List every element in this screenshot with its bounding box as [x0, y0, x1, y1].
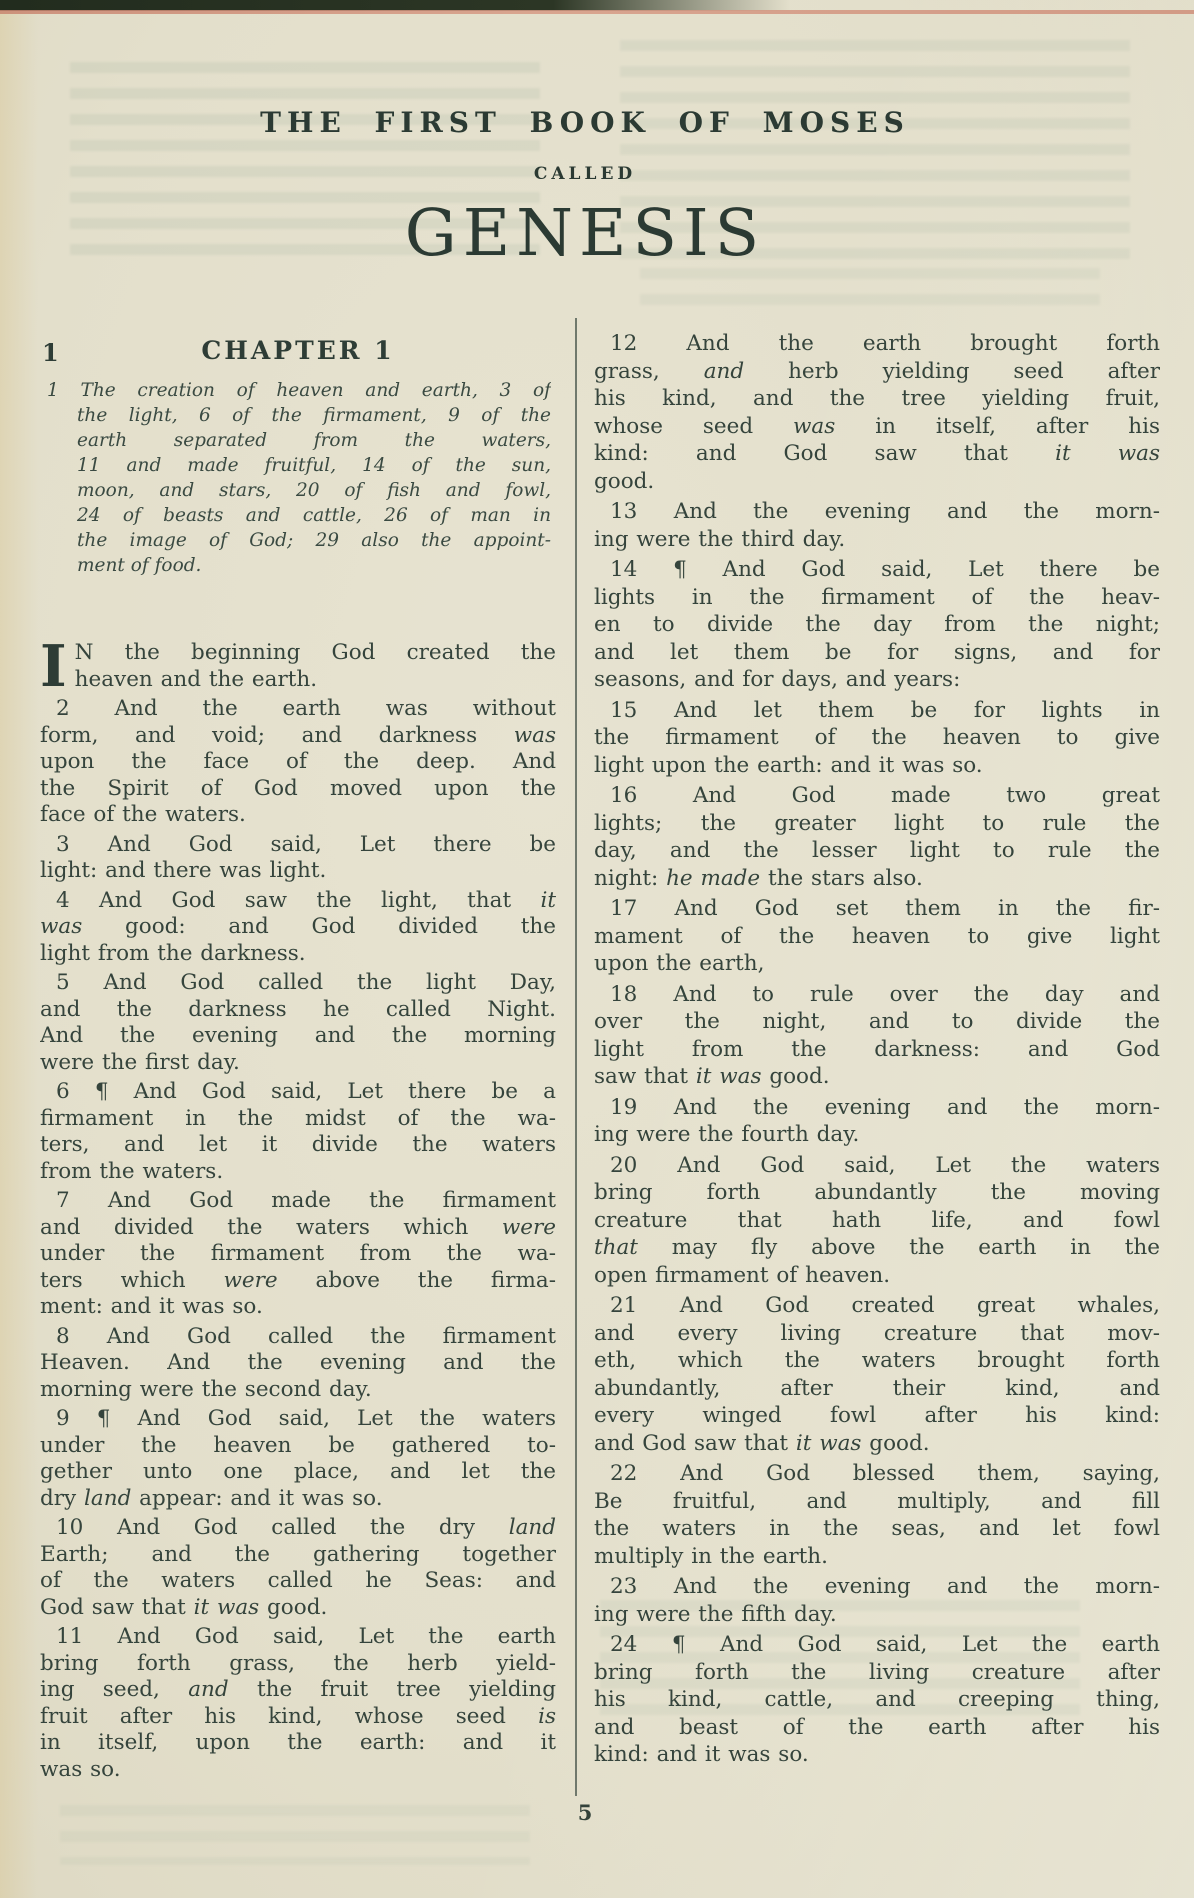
verse-line: 14 ¶ And God said, Let there be [610, 557, 1160, 582]
verse-line: 24 ¶ And God said, Let the earth [610, 1632, 1160, 1657]
verse [594, 498, 1160, 553]
verse [594, 782, 1160, 892]
verse-line: the waters in the seas, and let fowl [594, 1516, 1160, 1541]
verse-line: 8 And God called the firmament [56, 1323, 556, 1349]
verse-line: night: he made the stars also. [594, 865, 923, 891]
verse [40, 1624, 556, 1783]
verse-line: ing were the third day. [594, 526, 846, 552]
chapter-margin-number: 1 [42, 338, 59, 367]
verse-line: 16 And God made two great [610, 783, 1160, 808]
verse-line: good. [594, 468, 655, 494]
verse-line: face of the waters. [40, 802, 246, 827]
verse-line: 18 And to rule over the day and [610, 981, 1160, 1007]
verse-line: And the evening and the morning [40, 1023, 556, 1048]
verse-line: form, and void; and darkness was [40, 722, 556, 748]
verse-line: and divided the waters which were [40, 1214, 556, 1240]
verse-line: and God saw that it was good. [594, 1430, 930, 1456]
column-divider-rule [575, 318, 577, 1796]
verse-line: 11 And God said, Let the earth [56, 1624, 556, 1649]
verse-line: kind: and God saw that it was [594, 441, 1160, 466]
chapter-summary [45, 378, 551, 578]
verse [594, 1573, 1160, 1628]
verse [40, 633, 556, 700]
verse-line: that may fly above the earth in the [594, 1235, 1160, 1260]
verse-line: light upon the earth: and it was so. [594, 752, 983, 778]
verse-line: under the heaven be gathered to- [40, 1432, 556, 1458]
verse-line: light: and there was light. [40, 858, 327, 883]
verse-line: and every living creature that mov- [594, 1320, 1160, 1346]
summary-line: moon, and stars, 20 of fish and fowl, [77, 480, 551, 501]
verse-line: over the night, and to divide the [594, 1009, 1160, 1034]
verse-line: Heaven. And the evening and the [40, 1350, 556, 1375]
verse-line: every winged fowl after his kind: [594, 1403, 1160, 1428]
verse-line: N the beginning God created the [74, 640, 556, 665]
verse-line: morning were the second day. [40, 1376, 372, 1402]
verse-line: 5 And God called the light Day, [56, 970, 556, 995]
verse-line: and the darkness he called Night. [40, 996, 556, 1022]
verse [594, 697, 1160, 780]
verse-line: in itself, upon the earth: and it [40, 1730, 556, 1755]
summary-line: 11 and made fruitful, 14 of the sun, [77, 455, 551, 476]
verse-line: heaven and the earth. [74, 666, 318, 692]
verse [594, 895, 1160, 978]
drop-cap: I [40, 633, 67, 700]
verse-line: his kind, and the tree yielding fruit, [594, 386, 1160, 411]
verse-line: the Spirit of God moved upon the [40, 775, 556, 801]
scan-red-edge-line [0, 10, 1194, 14]
verse-line: God saw that it was good. [40, 1594, 328, 1620]
bleedthrough-text [640, 268, 1100, 314]
verse-line: 13 And the evening and the morn- [610, 499, 1160, 524]
verse-line: 20 And God said, Let the waters [610, 1152, 1160, 1178]
verse-line: bring forth the living creature after [594, 1659, 1160, 1685]
summary-line: the light, 6 of the firmament, 9 of the [77, 405, 551, 426]
verse-line: ment: and it was so. [40, 1294, 263, 1319]
verse [594, 1152, 1160, 1290]
called-label: CALLED [533, 164, 637, 184]
verse [40, 1079, 556, 1185]
verse-line: 9 ¶ And God said, Let the waters [56, 1406, 556, 1431]
verse-line: firmament in the midst of the wa- [40, 1105, 556, 1131]
verse [40, 888, 556, 968]
verse [594, 1292, 1160, 1457]
verse-line: mament of the heaven to give light [594, 923, 1160, 949]
left-column [40, 633, 556, 1783]
summary-line: 24 of beasts and cattle, 26 of man in [77, 505, 551, 526]
verse [40, 696, 556, 829]
verse-line: 23 And the evening and the morn- [610, 1574, 1160, 1599]
verse-line: Earth; and the gathering together [40, 1541, 556, 1567]
verse [594, 981, 1160, 1091]
verse-line: 4 And God saw the light, that it [56, 887, 556, 913]
verse-line: ing seed, and the fruit tree yielding [40, 1677, 556, 1702]
verse-line: gether unto one place, and let the [40, 1459, 556, 1484]
verse-line: day, and the lesser light to rule the [594, 838, 1160, 863]
verse-line: seasons, and for days, and years: [594, 667, 961, 692]
verse-line: was good: and God divided the [40, 914, 556, 939]
book-title: GENESIS [404, 196, 766, 271]
verse-line: ters which were above the firma- [40, 1267, 556, 1293]
verse [594, 330, 1160, 495]
verse [594, 556, 1160, 694]
verse [40, 1515, 556, 1621]
verse [40, 1188, 556, 1321]
verse-line: dry land appear: and it was so. [40, 1485, 383, 1511]
verse-line: 17 And God set them in the fir- [610, 896, 1160, 921]
verse-line: his kind, cattle, and creeping thing, [594, 1687, 1160, 1712]
verse-line: upon the earth, [594, 951, 765, 976]
chapter-heading: CHAPTER 1 [201, 336, 395, 365]
verse-line: under the firmament from the wa- [40, 1241, 556, 1266]
summary-line: earth separated from the waters, [77, 430, 551, 451]
verse-line: 6 ¶ And God said, Let there be a [56, 1079, 556, 1104]
verse-line: of the waters called he Seas: and [40, 1568, 556, 1593]
verse-line: lights in the firmament of the heav- [594, 584, 1160, 610]
verse-line: 15 And let them be for lights in [610, 697, 1160, 723]
verse-line: and let them be for signs, and for [594, 639, 1160, 665]
verse-line: 21 And God created great whales, [610, 1293, 1160, 1318]
series-title: THE FIRST BOOK OF MOSES [260, 106, 910, 139]
verse-line: open firmament of heaven. [594, 1262, 891, 1288]
verse-line: the firmament of the heaven to give [594, 725, 1160, 750]
verse-line: 7 And God made the firmament [56, 1188, 556, 1213]
verse-line: kind: and it was so. [594, 1742, 809, 1767]
verse-line: light from the darkness. [40, 940, 306, 966]
verse-line: 10 And God called the dry land [56, 1515, 556, 1540]
verse-line: ing were the fifth day. [594, 1601, 837, 1627]
verse-line: Be fruitful, and multiply, and fill [594, 1488, 1160, 1514]
verse [40, 1324, 556, 1404]
verse [594, 1094, 1160, 1149]
verse-line: multiply in the earth. [594, 1543, 828, 1569]
verse-line: whose seed was in itself, after his [594, 413, 1160, 439]
verse [40, 1406, 556, 1512]
verse-line: ing were the fourth day. [594, 1122, 860, 1147]
verse [40, 970, 556, 1076]
verse-line: and beast of the earth after his [594, 1714, 1160, 1740]
verse-line: en to divide the day from the night; [594, 612, 1160, 637]
verse-line: light from the darkness: and God [594, 1036, 1160, 1062]
verse-line: grass, and herb yielding seed after [594, 358, 1160, 384]
verse-line: bring forth abundantly the moving [594, 1180, 1160, 1205]
verse-line: bring forth grass, the herb yield- [40, 1650, 556, 1676]
verse-line: was so. [40, 1756, 121, 1782]
right-column [594, 330, 1160, 1769]
page-number: 5 [577, 1800, 593, 1825]
verse-line: upon the face of the deep. And [40, 749, 556, 774]
verse-line: 3 And God said, Let there be [56, 831, 556, 857]
verse-line: 12 And the earth brought forth [610, 331, 1160, 356]
verse [594, 1631, 1160, 1769]
verse-line: were the first day. [40, 1049, 240, 1075]
verse-line: abundantly, after their kind, and [594, 1375, 1160, 1401]
verse [594, 1460, 1160, 1570]
verse-line: 22 And God blessed them, saying, [610, 1461, 1160, 1486]
verse-line: lights; the greater light to rule the [594, 810, 1160, 836]
verse-line: 19 And the evening and the morn- [610, 1094, 1160, 1120]
summary-line: 1 The creation of heaven and earth, 3 of [47, 380, 551, 401]
verse-line: ters, and let it divide the waters [40, 1132, 556, 1157]
verse-line: eth, which the waters brought forth [594, 1348, 1160, 1373]
verse-line: fruit after his kind, whose seed is [40, 1703, 556, 1729]
verse [40, 832, 556, 885]
verse-line: 2 And the earth was without [56, 696, 556, 721]
summary-line: ment of food. [77, 555, 202, 576]
verse-line: saw that it was good. [594, 1064, 830, 1089]
summary-line: the image of God; 29 also the appoint- [77, 530, 551, 551]
verse-line: creature that hath life, and fowl [594, 1207, 1160, 1233]
verse-line: from the waters. [40, 1158, 224, 1184]
